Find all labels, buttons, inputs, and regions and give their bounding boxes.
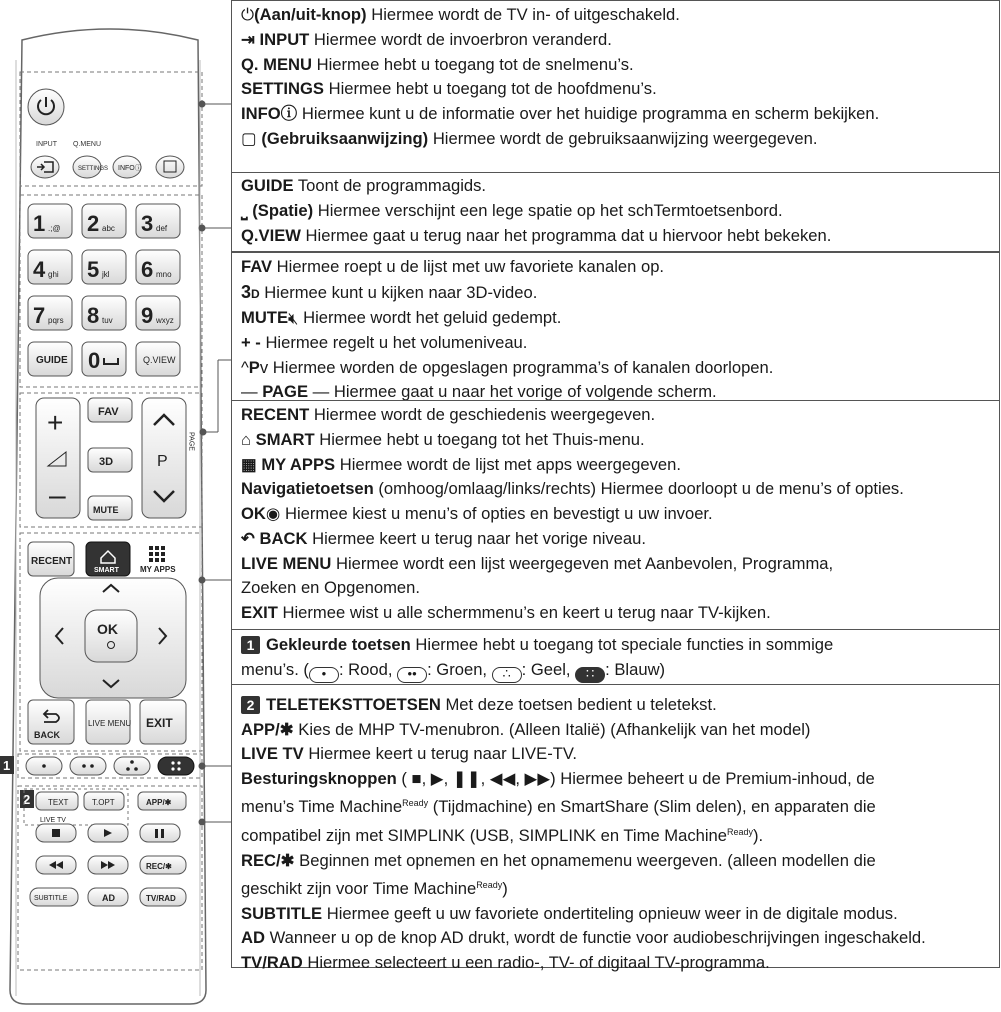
rec-label: REC/✱ [146, 862, 172, 871]
row-space: ⎵ (Spatie) Hiermee verschijnt een lege spatie op het schTermtoetsenbord. [241, 199, 999, 224]
number-key-letters: mno [156, 270, 172, 279]
row-guide: GUIDE Toont de programmagids. [241, 176, 487, 195]
number-key-letters: abc [102, 224, 115, 233]
input-icon: ⇥ [241, 30, 255, 50]
blue-button[interactable] [158, 757, 194, 775]
row-navigation: Navigatietoetsen (omhoog/omlaag/links/rechts) Hiermee doorloopt u de menu’s of opties. [241, 479, 904, 499]
row-power: ⏻(Aan/uit-knop) Hiermee wordt de TV in- of uitgeschakeld. [241, 3, 999, 28]
info-icon: ⓘ [280, 104, 298, 124]
page-label: PAGE [187, 432, 195, 451]
channel-p-label: P [157, 453, 168, 470]
tvrad-label: TV/RAD [146, 894, 176, 903]
back-icon: ↶ [241, 529, 255, 549]
chevron-down-icon: v [259, 357, 269, 377]
row-mute: MUTE🔇︎ Hiermee wordt het geluid gedempt. [241, 306, 999, 331]
my-apps-label: MY APPS [140, 565, 176, 574]
info-label: INFOⓘ [118, 165, 142, 172]
row-teletext: 2 TELETEKSTTOETSEN Met deze toetsen bedient u teletekst. [241, 693, 999, 718]
number-key-letters: pqrs [48, 316, 64, 325]
row-settings: SETTINGS Hiermee hebt u toegang tot de hoofdmenu’s. [241, 79, 657, 99]
back-label: BACK [34, 730, 60, 740]
number-key-digit: 7 [33, 303, 46, 328]
row-control-buttons-2: menu’s Time Machine$^{Ready}$ (Tijdmachine) en SmartShare (Slim delen), en apparaten die [241, 797, 876, 817]
number-key-digit: 4 [33, 257, 46, 282]
user-guide-button[interactable] [156, 156, 184, 178]
row-tvrad: TV/RAD Hiermee selecteert u een radio-, TV- of digitaal TV-programma. [241, 952, 770, 972]
row-app: APP/✱ Kies de MHP TV-menubron. (Alleen Italië) (Afhankelijk van het model) [241, 719, 811, 739]
marker-2: 2 [241, 696, 260, 714]
number-key-digit: 8 [87, 303, 100, 328]
number-key-digit: 1 [33, 211, 46, 236]
row-subtitle: SUBTITLE Hiermee geeft u uw favoriete ondertiteling opnieuw weer in de digitale modus. [241, 903, 898, 923]
live-menu-label: LIVE MENU [88, 719, 132, 728]
number-key-digit: 2 [87, 211, 100, 236]
volume-up-icon: + [47, 407, 64, 438]
chevron-up-icon: ^ [241, 357, 249, 377]
qmenu-label: Q.MENU [73, 141, 101, 148]
live-tv-label: LIVE TV [40, 817, 66, 824]
mute-label: MUTE [93, 505, 119, 515]
text-label: TEXT [48, 798, 69, 807]
row-info: INFOⓘ Hiermee kunt u de informatie over het huidige programma en scherm bekijken. [241, 102, 999, 127]
number-key-letters: jkl [102, 270, 110, 279]
number-key-letters: .;@ [48, 224, 61, 233]
power-icon: ⏻ [241, 5, 255, 25]
space-icon: ⎵ [241, 200, 248, 220]
section-volume-channel [231, 252, 1000, 401]
marker-1-label: 1 [3, 758, 11, 773]
blue-key-icon: ∷ [575, 667, 605, 683]
section-color-keys [231, 629, 1000, 685]
app-label: APP/✱ [146, 798, 172, 807]
row-control-buttons-3: compatibel zijn met SIMPLINK (USB, SIMPLINK en Time Machine$^{Ready}$). [241, 825, 764, 845]
row-exit: EXIT Hiermee wist u alle schermmenu’s en keert u terug naar TV-kijken. [241, 603, 771, 622]
pause-button[interactable] [140, 824, 180, 842]
row-back: ↶ BACK Hiermee keert u terug naar het vorige niveau. [241, 527, 999, 552]
red-key-icon: • [309, 667, 339, 683]
row-rec: REC/✱ Beginnen met opnemen en het opnamemenu weergeven. (alleen modellen die [241, 850, 876, 870]
remote-control-illustration [0, 0, 235, 1012]
row-fav: FAV Hiermee roept u de lijst met uw favoriete kanalen op. [241, 257, 665, 276]
row-recent: RECENT Hiermee wordt de geschiedenis weergegeven. [241, 405, 656, 424]
page-left-icon: — [241, 382, 258, 402]
row-3d: 3D Hiermee kunt u kijken naar 3D-video. [241, 281, 538, 302]
row-volume: + - Hiermee regelt u het volumeniveau. [241, 333, 528, 353]
row-live-tv: LIVE TV Hiermee keert u terug naar LIVE-TV. [241, 744, 578, 764]
row-qview: Q.VIEW Hiermee gaat u terug naar het programma dat u hiervoor hebt bekeken. [241, 225, 832, 245]
number-key-letters: ghi [48, 270, 59, 279]
mute-icon: 🔇︎ [288, 308, 299, 328]
yellow-key-icon: ∴ [492, 667, 522, 683]
number-key-letters: def [156, 224, 168, 233]
number-key-digit: 9 [141, 303, 154, 328]
section-power-menu [231, 0, 1000, 173]
row-qmenu: Q. MENU Hiermee hebt u toegang tot de snelmenu’s. [241, 54, 634, 74]
my-apps-icon [149, 546, 165, 562]
section-navigation [231, 400, 1000, 630]
marker-2-label: 2 [23, 792, 31, 807]
row-rec-2: geschikt zijn voor Time Machine$^{Ready}$) [241, 879, 508, 899]
qview-label: Q.VIEW [143, 355, 176, 365]
user-guide-icon: ▢ [241, 129, 257, 149]
recent-label: RECENT [31, 556, 73, 567]
section-teletext [231, 684, 1000, 972]
row-ok: OK◉ Hiermee kiest u menu’s of opties en bevestigt u uw invoer. [241, 502, 999, 527]
exit-label: EXIT [146, 716, 173, 730]
row-my-apps: ▦ MY APPS Hiermee wordt de lijst met apps weergegeven. [241, 453, 999, 478]
row-live-menu-cont: Zoeken en Opgenomen. [241, 578, 420, 598]
smart-label: SMART [94, 567, 119, 574]
green-button[interactable] [70, 757, 106, 775]
fav-label: FAV [98, 406, 119, 418]
subtitle-label: SUBTITLE [34, 895, 68, 902]
guide-label: GUIDE [36, 355, 68, 366]
number-key-digit: 3 [141, 211, 154, 236]
number-key-digit: 5 [87, 257, 100, 282]
settings-label: SETTINGS [78, 166, 109, 172]
row-page: — PAGE — Hiermee gaat u naar het vorige of volgende scherm. [241, 382, 717, 402]
number-key-letters: wxyz [156, 316, 174, 325]
topt-label: T.OPT [92, 798, 115, 807]
number-key-letters: tuv [102, 316, 113, 325]
ad-label: AD [102, 893, 115, 903]
page-right-icon: — [312, 382, 330, 402]
marker-1: 1 [241, 636, 260, 654]
ok-dot-icon: ◉ [265, 504, 281, 524]
section-guide [231, 172, 1000, 252]
3d-icon: 3 [241, 281, 252, 302]
row-user-guide: ▢ (Gebruiksaanwijzing) Hiermee wordt de gebruiksaanwijzing weergegeven. [241, 127, 999, 152]
stop-icon [52, 829, 60, 837]
row-live-menu: LIVE MENU Hiermee wordt een lijst weergegeven met Aanbevolen, Programma, [241, 553, 834, 573]
3d-label: 3D [99, 456, 114, 468]
volume-down-icon: – [49, 479, 66, 512]
row-color-keys: 1 Gekleurde toetsen Hiermee hebt u toegang tot speciale functies in sommige [241, 633, 999, 658]
row-channel: ^Pv Hiermee worden de opgeslagen programma’s of kanalen doorlopen. [241, 357, 774, 377]
row-ad: AD Wanneer u op de knop AD drukt, wordt de functie voor audiobeschrijvingen ingeschakeld. [241, 928, 926, 948]
row-smart: ⌂ SMART Hiermee hebt u toegang tot het Thuis-menu. [241, 428, 999, 453]
row-color-keys-list: menu’s. ( • : Rood, •• : Groen, ∴ : Geel, ∷ : Blauw) [241, 659, 666, 681]
number-key-digit: 6 [141, 257, 154, 282]
zero-label: 0 [88, 348, 101, 373]
input-label: INPUT [36, 141, 57, 148]
my-apps-icon: ▦ [241, 454, 257, 474]
green-key-icon: •• [397, 667, 427, 683]
yellow-button[interactable] [114, 757, 150, 775]
ok-label: OK [97, 621, 118, 637]
row-input: ⇥ INPUT Hiermee wordt de invoerbron veranderd. [241, 28, 999, 53]
row-control-buttons: Besturingsknoppen ( ■, ▶, ❚❚, ◀◀, ▶▶) Hiermee beheert u de Premium-inhoud, de [241, 768, 875, 788]
home-icon: ⌂ [241, 429, 252, 449]
